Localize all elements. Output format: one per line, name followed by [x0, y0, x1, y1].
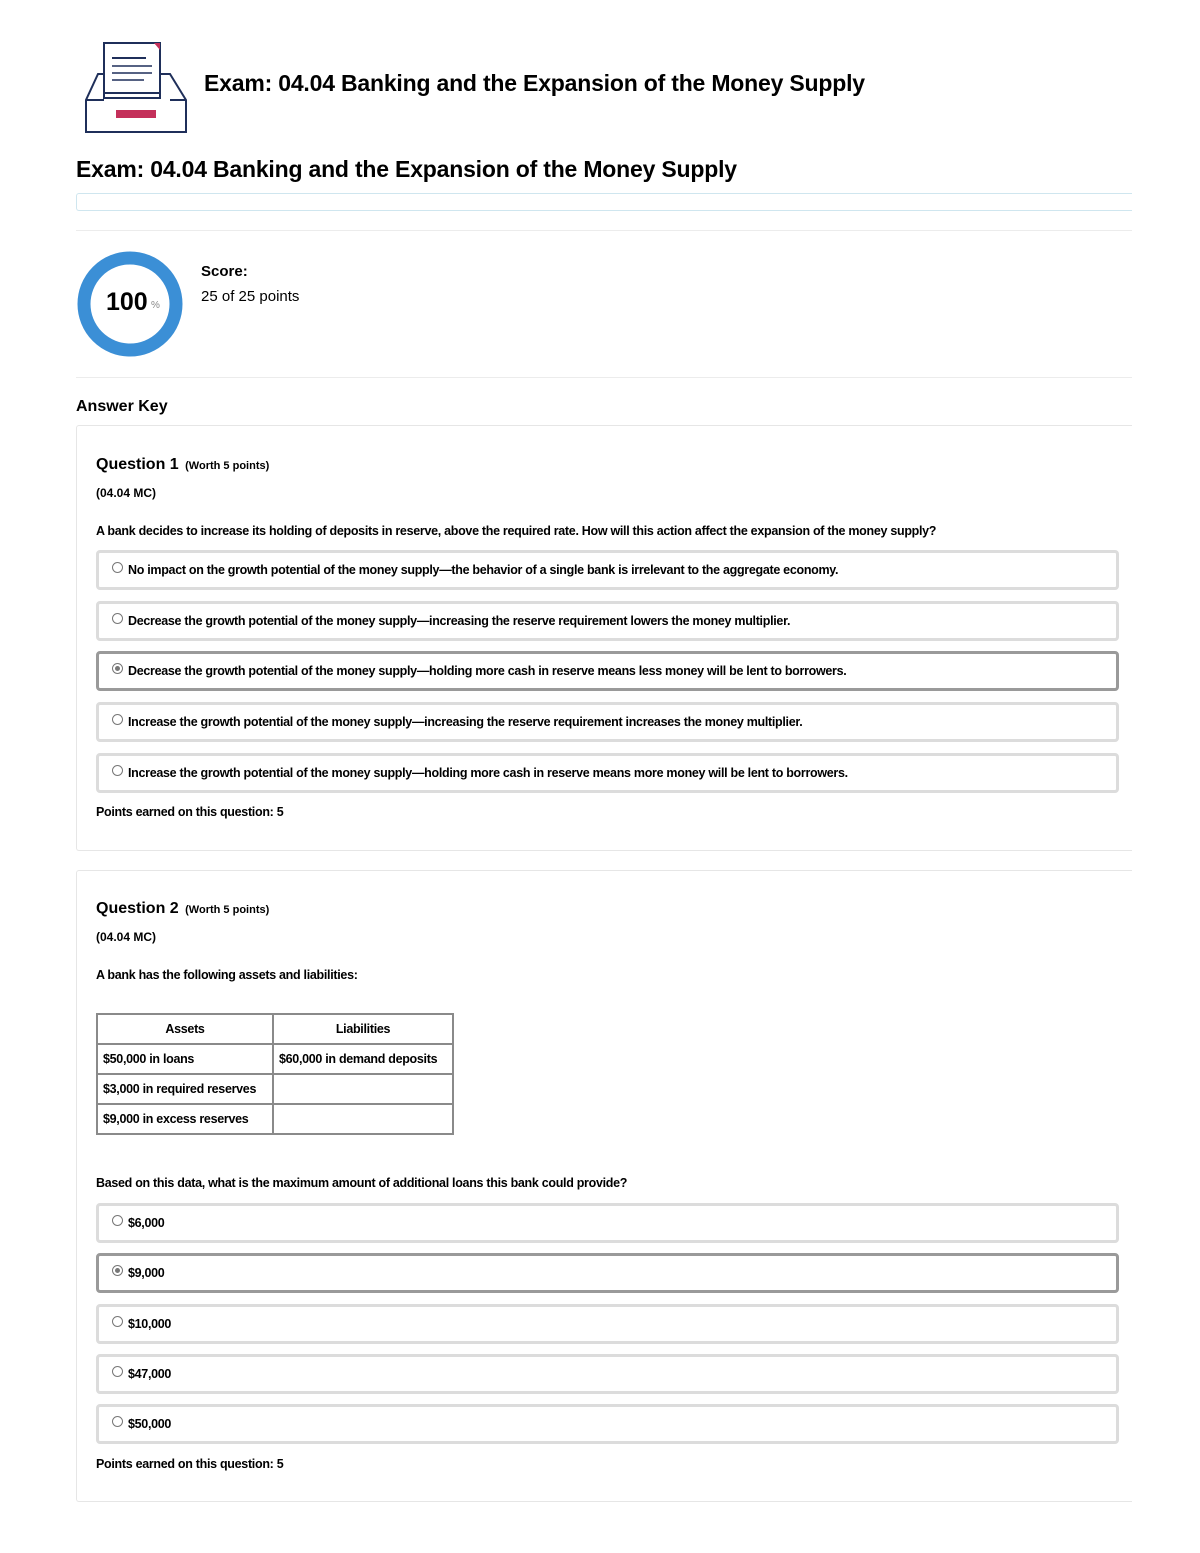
radio-button[interactable] [112, 765, 123, 776]
question-code: (04.04 MC) [96, 930, 157, 944]
radio-button[interactable] [112, 1215, 123, 1226]
balance-sheet-table [96, 1013, 454, 1135]
table-row [97, 1104, 453, 1134]
question-number: Question 1 [96, 456, 179, 473]
question-heading [96, 900, 269, 918]
title-progress-bar [76, 193, 1132, 211]
table-row [97, 1044, 453, 1074]
table-row [97, 1074, 453, 1104]
answer-option[interactable] [96, 1404, 1119, 1444]
table-cell [273, 1104, 453, 1134]
option-label: Increase the growth potential of the money supply—increasing the reserve requirement increases the money multiplier. [128, 715, 803, 729]
score-value: 25 of 25 points [201, 288, 300, 305]
question-prompt: Based on this data, what is the maximum amount of additional loans this bank could provide? [96, 1176, 628, 1190]
header-title: Exam: 04.04 Banking and the Expansion of the Money Supply [204, 70, 865, 96]
option-label: $10,000 [128, 1317, 172, 1331]
points-earned: Points earned on this question: 5 [96, 805, 284, 819]
radio-button-checked[interactable] [112, 663, 123, 674]
question-text: A bank has the following assets and liabilities: [96, 968, 358, 982]
question-card-1 [76, 425, 1132, 851]
radio-button[interactable] [112, 613, 123, 624]
radio-button[interactable] [112, 714, 123, 725]
radio-button[interactable] [112, 1366, 123, 1377]
score-percent-sign: % [151, 300, 160, 311]
option-label: $47,000 [128, 1367, 172, 1381]
answer-option-selected[interactable] [96, 651, 1119, 691]
table-header: Assets [97, 1014, 273, 1044]
radio-button[interactable] [112, 1316, 123, 1327]
answer-option[interactable] [96, 550, 1119, 590]
option-label: Increase the growth potential of the money supply—holding more cash in reserve means more money will be lent to borrowers. [128, 766, 848, 780]
question-number: Question 2 [96, 900, 179, 917]
radio-button[interactable] [112, 562, 123, 573]
answer-option[interactable] [96, 702, 1119, 742]
question-worth: (Worth 5 points) [185, 904, 270, 916]
table-header: Liabilities [273, 1014, 453, 1044]
option-label: Decrease the growth potential of the money supply—increasing the reserve requirement lowers the money multiplier. [128, 614, 791, 628]
table-cell: $3,000 in required reserves [97, 1074, 273, 1104]
score-percent: 100 [106, 288, 148, 316]
question-code: (04.04 MC) [96, 486, 157, 500]
option-label: $6,000 [128, 1216, 165, 1230]
table-cell [273, 1074, 453, 1104]
radio-button-checked[interactable] [112, 1265, 123, 1276]
exam-header [84, 40, 865, 134]
answer-option[interactable] [96, 753, 1119, 793]
answer-option[interactable] [96, 1304, 1119, 1344]
inbox-document-icon [84, 40, 190, 134]
points-earned: Points earned on this question: 5 [96, 1457, 284, 1471]
question-heading [96, 456, 269, 474]
option-label: Decrease the growth potential of the money supply—holding more cash in reserve means less money will be lent to borrowers. [128, 664, 847, 678]
answer-option[interactable] [96, 601, 1119, 641]
answer-option[interactable] [96, 1203, 1119, 1243]
table-header-row [97, 1014, 453, 1044]
question-card-2 [76, 870, 1132, 1502]
divider [76, 230, 1132, 231]
answer-option-selected[interactable] [96, 1253, 1119, 1293]
divider [76, 377, 1132, 378]
option-label: $9,000 [128, 1266, 165, 1280]
score-label: Score: [201, 263, 248, 280]
page-title: Exam: 04.04 Banking and the Expansion of the Money Supply [76, 156, 737, 182]
table-cell: $50,000 in loans [97, 1044, 273, 1074]
table-cell: $9,000 in excess reserves [97, 1104, 273, 1134]
answer-key-heading: Answer Key [76, 398, 168, 415]
option-label: No impact on the growth potential of the money supply—the behavior of a single bank is irrelevant to the aggregate economy. [128, 563, 839, 577]
option-label: $50,000 [128, 1417, 172, 1431]
question-text: A bank decides to increase its holding of deposits in reserve, above the required rate. How will this action affect the expansion of the money supply? [96, 524, 937, 538]
table-cell: $60,000 in demand deposits [273, 1044, 453, 1074]
answer-option[interactable] [96, 1354, 1119, 1394]
radio-button[interactable] [112, 1416, 123, 1427]
question-worth: (Worth 5 points) [185, 460, 270, 472]
